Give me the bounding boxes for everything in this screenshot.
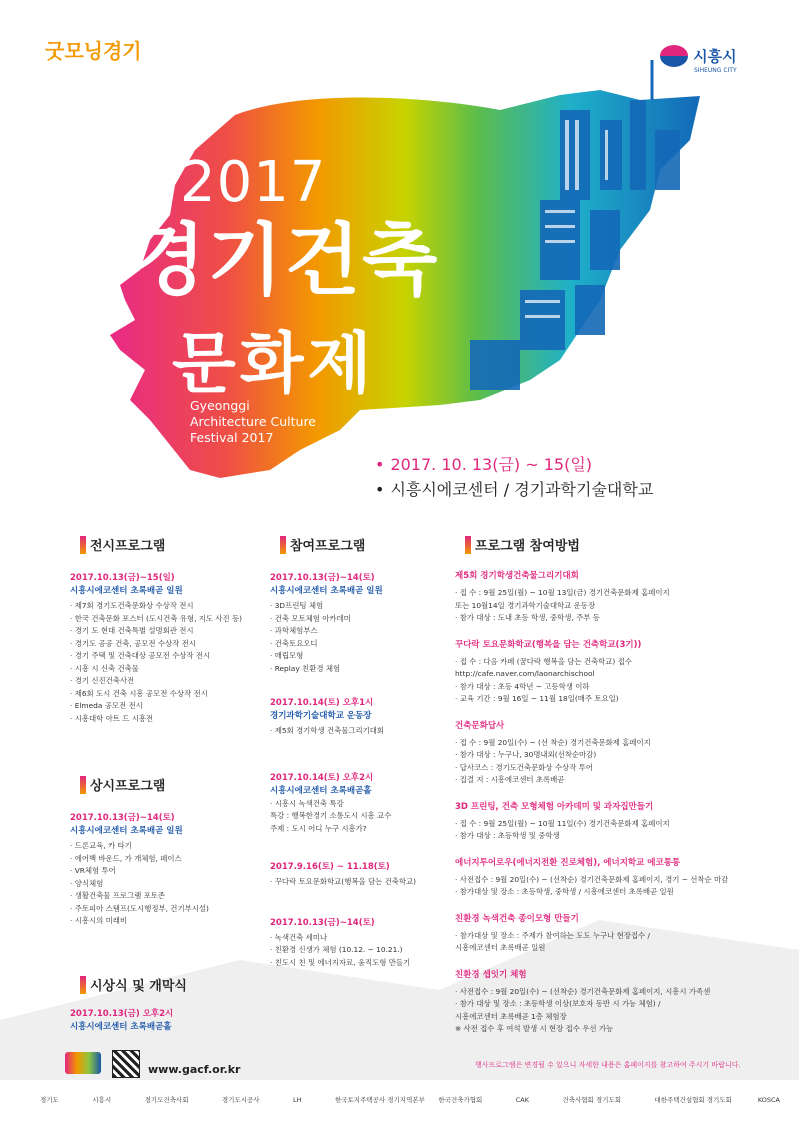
list-item: · 제5회 경기학생 건축물그리기대회: [270, 725, 440, 738]
howto-block-text: · 접 수 : 9월 25일(월) ~ 10월 13일(금) 경기건축문화제 홈페이지 또는 10월14일 경기과학기술대학교 운동장 · 참가 대상 : 도내 초등 학생, 중학생, 주부 등: [455, 588, 670, 622]
sponsor-logo: LH: [293, 1095, 302, 1104]
list-item: · 드론교육, 카 타기: [70, 840, 250, 853]
list-item: · 시흥대학 아트 드 시흥전: [70, 713, 250, 726]
sponsor-logo: 경기도시공사: [221, 1096, 260, 1104]
bullet-icon: •: [375, 480, 385, 499]
event-venue: [375, 477, 653, 500]
block-list: [270, 725, 440, 738]
participation-section: [270, 535, 440, 969]
howto-block-text: · 사전접수 : 9월 20일(수) ~ (선착순) 경기건축문화제 홈페이지, 경기 ~ 선착순 마감 · 참가대상 및 장소 : 초등학생, 중학생 / 시흥에코센터 초록배곧 일원: [455, 874, 729, 896]
exhibition-place: 시흥시에코센터 초록배곧 일원: [70, 586, 183, 596]
list-item: · 건축토요오디: [270, 638, 440, 651]
list-item: · Replay 친환경 체험: [270, 663, 440, 676]
list-item: · 양식체험: [70, 878, 250, 891]
list-item: · 에어백 바운드, 가 개체험, 페이스: [70, 853, 250, 866]
block-date: 2017.9.16(토) ~ 11.18(토): [270, 862, 390, 872]
howto-block-title: 건축문화답사: [455, 720, 505, 731]
hero-en-line2: Architecture Culture: [190, 414, 317, 429]
permanent-section: [70, 775, 250, 928]
participation-heading: 참여프로그램: [270, 535, 440, 554]
block-place: 시흥시에코센터 초록배곧 일원: [270, 586, 383, 596]
website-link[interactable]: www.gacf.or.kr: [148, 1063, 241, 1076]
siheung-logo-sub: SIHEUNG CITY: [694, 67, 737, 74]
ceremony-section: [70, 975, 250, 1034]
sponsor-logo: KOSCA: [757, 1095, 780, 1104]
list-item: · 경기 주택 및 건축대상 공모전 수상작 전시: [70, 650, 250, 663]
list-item: · 생활건축물 프로그램 포토존: [70, 890, 250, 903]
permanent-place: 시흥시에코센터 초록배곧 일원: [70, 826, 183, 836]
gyeonggi-logo: 굿모닝경기: [45, 39, 142, 63]
list-item: · 한국 건축문화 포스터 (도시건축 유형, 지도 사진 등): [70, 613, 250, 626]
howto-block-text: · 참가대상 및 장소 : 주제가 참여하는 도도 누구나 현장접수 / 시흥에코센터 초록배곧 일원: [455, 930, 651, 952]
block-date: 2017.10.14(토) 오후1시: [270, 698, 374, 708]
ceremony-date: 2017.10.13(금) 오후2시: [70, 1009, 174, 1019]
howto-block-title: 3D 프린팅, 건축 모형체험 아카데미 및 과자집만들기: [455, 801, 654, 812]
howto-blocks: [455, 570, 775, 1036]
footer-note: 행사프로그램은 변경될 수 있으니 자세한 내용은 홈페이지를 참고하여 주시기 바랍니다.: [475, 1061, 741, 1069]
sponsor-logo: 한국건축가협회: [438, 1096, 483, 1104]
list-item: · 경기도 공공 건축, 공모전 수상작 전시: [70, 638, 250, 651]
block-list: [270, 600, 440, 675]
howto-block-title: 에너지투어로우(에너지전환 진로체험), 에너지학교 에코통통: [455, 857, 681, 868]
block-text: · 시흥시 녹색건축 특강 특강 : 행복한경기 소통도시 시흥 교수 주제 : 도시 어디 누구 시흥가?: [270, 798, 392, 833]
howto-block-title: 꾸다락 토요문화학교(행복을 담는 건축학교(3기)): [455, 639, 642, 650]
event-venue-text: 시흥시에코센터 / 경기과학기술대학교: [390, 480, 654, 499]
festival-logo-icon: [65, 1052, 101, 1074]
howto-block-title: 친환경 셉잇기 체험: [455, 969, 527, 980]
list-item: · 경기 도 현대 건축특별 설명회관 전시: [70, 625, 250, 638]
block-list: [270, 876, 440, 889]
list-item: · 제6회 도시 건축 시흥 공모전 수상작 전시: [70, 688, 250, 701]
list-item: · VR체험 투어: [70, 865, 250, 878]
howto-block: [455, 801, 775, 843]
hero-year: 2017: [180, 150, 327, 215]
sponsor-logo: 한국토지주택공사 경기지역본부: [334, 1096, 425, 1104]
participation-block-3: [270, 772, 440, 836]
list-item: · 3D프린팅 체험: [270, 600, 440, 613]
list-item: · 과학체험부스: [270, 625, 440, 638]
participation-block-4: [270, 861, 440, 889]
sponsor-logo: 경기도: [40, 1096, 59, 1104]
howto-block: [455, 639, 775, 706]
hero-title-line2: 문화제: [172, 325, 376, 402]
exhibition-date: 2017.10.13(금)~15(일): [70, 573, 175, 583]
participation-block-2: [270, 697, 440, 738]
siheung-emblem-icon: [660, 45, 688, 67]
howto-block: [455, 857, 775, 899]
permanent-date: 2017.10.13(금)~14(토): [70, 813, 175, 823]
howto-block: [455, 969, 775, 1036]
exhibition-list: [70, 600, 250, 725]
permanent-list: [70, 840, 250, 928]
block-date: 2017.10.13(금)~14(토): [270, 573, 375, 583]
block-list: [270, 932, 440, 970]
hero-english-title: [190, 398, 316, 446]
howto-heading: 프로그램 참여방법: [455, 535, 775, 554]
participation-block-1: [270, 572, 440, 675]
sponsor-logo: 경기도건축사회: [144, 1096, 189, 1104]
list-item: · 친도시 친 및 에너지자료, 움직도형 만들기: [270, 957, 440, 970]
list-item: · 시흥시의 미래비: [70, 915, 250, 928]
howto-block: [455, 913, 775, 955]
list-item: · 시흥 시 신축 건축물: [70, 663, 250, 676]
siheung-logo: [660, 45, 737, 74]
block-date: 2017.10.14(토) 오후2시: [270, 772, 374, 783]
exhibition-heading: 전시프로그램: [70, 535, 250, 554]
howto-block-title: 제5회 경기학생건축물그리기대회: [455, 571, 579, 581]
siheung-logo-text: 시흥시: [693, 47, 737, 66]
participation-block-5: [270, 917, 440, 970]
sponsor-logo: 시흥시: [92, 1096, 112, 1104]
howto-block: [455, 720, 775, 787]
ceremony-place: 시흥시에코센터 초록배곧홀: [70, 1022, 172, 1032]
hero-en-line1: Gyeonggi: [190, 398, 250, 413]
list-item: · 꾸다락 토요문화학교(행복을 담는 건축학교): [270, 876, 440, 889]
sponsor-logo: CAK: [515, 1095, 529, 1104]
list-item: · 제7회 경기도건축문화상 수상작 전시: [70, 600, 250, 613]
event-date: [375, 452, 592, 475]
sponsor-logos: [40, 1095, 780, 1104]
ceremony-heading: 시상식 및 개막식: [70, 975, 250, 994]
howto-block-title: 친환경 녹색건축 종이모형 만들기: [455, 913, 579, 924]
block-date: 2017.10.13(금)~14(토): [270, 917, 375, 928]
howto-block-text: · 접 수 : 9월 20일(수) ~ (선 착순) 경기건축문화제 홈페이지 · 참가 대상 : 누구나, 30명내외(선착순마감) · 답사코스 : 경기도건축문화상 수상작 투어 · 집결 지 : 시흥에코센터 초록배곧: [455, 737, 651, 784]
event-date-text: 2017. 10. 13(금) ~ 15(일): [390, 455, 593, 474]
hero-en-line3: Festival 2017: [190, 430, 274, 445]
list-item: · 경기 신진건축사전: [70, 675, 250, 688]
sponsor-logo: 대한주택건설협회 경기도회: [654, 1096, 732, 1104]
howto-section: [455, 535, 775, 1050]
howto-block: [455, 570, 775, 625]
hero-title-line1: 경기건축: [130, 216, 440, 306]
sponsor-logo: 건축사협회 경기도회: [562, 1096, 621, 1104]
howto-block-text: · 접 수 : 9월 25일(월) ~ 10월 11일(수) 경기건축문화제 홈페이지 · 참가 대상 : 초등학생 및 중학생: [455, 818, 670, 840]
list-item: · 녹색건축 세미나: [270, 932, 440, 945]
block-place: 경기과학기술대학교 운동장: [270, 711, 372, 721]
list-item: · 매립모형: [270, 650, 440, 663]
list-item: · 친환경 신생가 체험 (10.12. ~ 10.21.): [270, 944, 440, 957]
howto-block-text: · 접 수 : 다음 카페 (꿈다락 행복을 담는 건축학교) 접수 http://cafe.naver.com/laonarchischool · 참가 대상 : 초등 4학년 ~ 고등학생 이하 · 교육 기간 : 9월 16일 ~ 11월 18일(매주 토요일): [455, 656, 632, 703]
qr-code-icon[interactable]: [112, 1050, 140, 1078]
list-item: · 건축 모토체험 아카데미: [270, 613, 440, 626]
list-item: · Elmeda 공모전 전시: [70, 700, 250, 713]
permanent-heading: 상시프로그램: [70, 775, 250, 794]
list-item: · 주토피아 스탬프(도시행정부, 건기부시설): [70, 903, 250, 916]
bullet-icon: •: [375, 455, 385, 474]
exhibition-section: [70, 535, 250, 725]
howto-block-text: · 사전접수 : 9월 20일(수) ~ (선착순) 경기건축문화제 홈페이지, 시흥시 가족센 · 참가 대상 및 장소 : 초등학생 이상(보호자 동반 시 가능 체험) / 시흥에코센터 초록배곧 1층 체험장 ※ 사전 접수 후 여석 발생 시 현장 접수 우선 가능: [455, 986, 711, 1033]
block-place: 시흥시에코센터 초록배곧홀: [270, 785, 372, 796]
